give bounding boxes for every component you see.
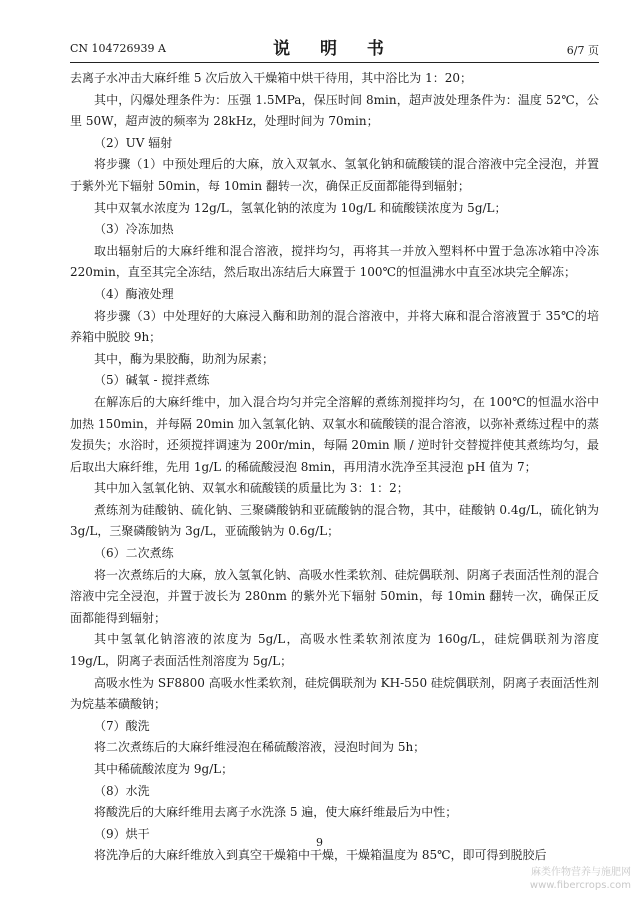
- page-number: 9: [316, 836, 323, 849]
- paragraph: 取出辐射后的大麻纤维和混合溶液，搅拌均匀，再将其一并放入塑料杯中置于急冻冰箱中冷冻 220min，直至其完全冻结，然后取出冻结后大麻置于 100℃的恒温沸水中直至冰块完全解冻；: [70, 243, 599, 280]
- document-body: [70, 68, 599, 867]
- paragraph: 其中，酶为果胶酶，助剂为尿素；: [94, 351, 275, 366]
- patent-number: CN 104726939 A: [70, 42, 166, 55]
- paragraph: （4）酶液处理: [94, 286, 174, 301]
- paragraph: （2）UV 辐射: [94, 135, 173, 150]
- paragraph: 其中双氧水浓度为 12g/L，氢氧化钠的浓度为 10g/L 和硫酸镁浓度为 5g/L；: [94, 200, 507, 215]
- page-header: [70, 34, 599, 63]
- document-title: 说 明 书: [273, 39, 396, 59]
- page-indicator: 6/7 页: [566, 44, 599, 57]
- paragraph: 其中，闪爆处理条件为：压强 1.5MPa，保压时间 8min，超声波处理条件为：温度 52℃，公里 50W，超声波的频率为 28kHz，处理时间为 70min；: [70, 92, 599, 129]
- paragraph: 将洗净后的大麻纤维放入到真空干燥箱中干燥，干燥箱温度为 85℃，即可得到脱胶后: [94, 848, 547, 863]
- paragraph: 其中氢氧化钠溶液的浓度为 5g/L，高吸水性柔软剂浓度为 160g/L，硅烷偶联剂为溶度 19g/L，阴离子表面活性剂溶度为 5g/L；: [70, 632, 599, 669]
- watermark: [530, 866, 631, 892]
- paragraph: 煮练剂为硅酸钠、硫化钠、三聚磷酸钠和亚硫酸钠的混合物，其中，硅酸钠 0.4g/L，硫化钠为 3g/L，三聚磷酸钠为 3g/L，亚硫酸钠为 0.6g/L；: [70, 502, 599, 539]
- paragraph: 去离子水冲击大麻纤维 5 次后放入干燥箱中烘干待用，其中浴比为 1：20；: [70, 71, 472, 85]
- paragraph: 其中稀硫酸浓度为 9g/L；: [94, 762, 234, 776]
- paragraph: （6）二次煮练: [94, 546, 174, 561]
- paragraph: 将酸洗后的大麻纤维用去离子水洗涤 5 遍，使大麻纤维最后为中性；: [94, 805, 458, 820]
- paragraph: （3）冷冻加热: [94, 222, 174, 237]
- paragraph: （5）碱氧 - 搅拌煮练: [94, 373, 210, 388]
- watermark-site-name: 麻类作物营养与施肥网: [531, 867, 631, 878]
- watermark-url: www.fibercrops.com: [529, 880, 631, 891]
- paragraph: 其中加入氢氧化钠、双氧水和硫酸镁的质量比为 3：1：2；: [94, 481, 409, 496]
- paragraph: 将步骤（3）中处理好的大麻浸入酶和助剂的混合溶液中，并将大麻和混合溶液置于 35℃的培养箱中脱胶 9h；: [70, 308, 599, 345]
- paragraph: 将步骤（1）中预处理后的大麻，放入双氧水、氢氧化钠和硫酸镁的混合溶液中完全浸泡，并置于紫外光下辐射 50min，每 10min 翻转一次，确保正反面都能得到辐射；: [70, 157, 599, 193]
- paragraph: （7）酸洗: [94, 718, 150, 733]
- paragraph: （9）烘干: [94, 826, 150, 841]
- paragraph: 高吸水性为 SF8800 高吸水性柔软剂，硅烷偶联剂为 KH-550 硅烷偶联剂，阴离子表面活性剂为烷基苯磺酸钠；: [70, 675, 599, 712]
- paragraph: 将一次煮练后的大麻，放入氢氧化钠、高吸水性柔软剂、硅烷偶联剂、阴离子表面活性剂的混合溶液中完全浸泡，并置于波长为 280nm 的紫外光下辐射 50min，每 10min 翻转一次，确保正反面都能得到辐射；: [70, 567, 599, 625]
- paragraph: （8）水洗: [94, 783, 150, 798]
- paragraph: 在解冻后的大麻纤维中，加入混合均匀并完全溶解的煮练剂搅拌均匀，在 100℃的恒温水浴中加热 150min，并每隔 20min 加入氢氧化钠、双氧水和硫酸镁的混合溶液，以弥补煮练过程中的蒸发损失；水浴时，还须搅拌调速为 200r/min，每隔 20min 顺 / 逆时针交替搅拌使其煮练均匀，最后取出大麻纤维，先用 1g/L 的稀硫酸浸泡 8min，再用清水洗净至其浸泡 pH 值为 7；: [70, 394, 599, 474]
- paragraph: 将二次煮练后的大麻纤维浸泡在稀硫酸溶液，浸泡时间为 5h；: [94, 740, 426, 755]
